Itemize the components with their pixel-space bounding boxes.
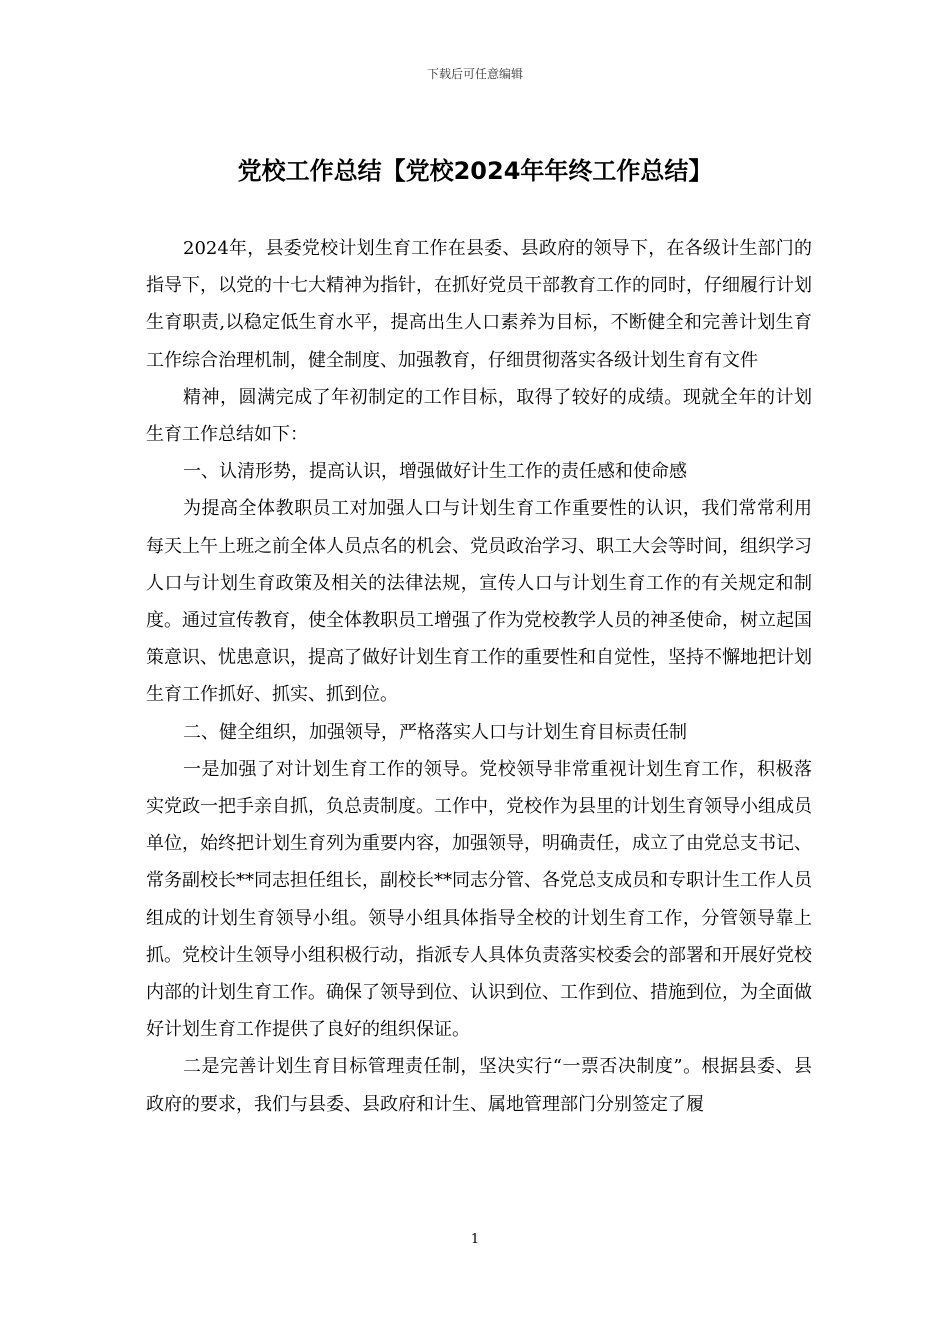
section-heading: 二、健全组织，加强领导，严格落实人口与计划生育目标责任制 (183, 721, 687, 743)
header-note: 下载后可任意编辑 (426, 67, 523, 81)
section-heading: 一、认清形势，提高认识，增强做好计生工作的责任感和使命感 (183, 461, 687, 483)
page-number: 1 (470, 1232, 480, 1247)
document-body (146, 230, 812, 1123)
paragraph: 一是加强了对计划生育工作的领导。党校领导非常重视计划生育工作，积极落实党政一把手亲自抓，负总责制度。工作中，党校作为县里的计划生育领导小组成员单位，始终把计划生育列为重要内容，加强领导，明确责任，成立了由党总支书记、常务副校长**同志担任组长，副校长**同志分管、各党总支成员和专职计生工作人员组成的计划生育领导小组。领导小组具体指导全校的计划生育工作，分管领导靠上抓。党校计生领导小组积极行动，指派专人具体负责落实校委会的部署和开展好党校内部的计划生育工作。确保了领导到位、认识到位、工作到位、措施到位，为全面做好计划生育工作提供了良好的组织保证。 (146, 758, 812, 1041)
paragraph: 精神，圆满完成了年初制定的工作目标，取得了较好的成绩。现就全年的计划生育工作总结如下： (146, 386, 812, 446)
document-title: 党校工作总结【党校2024年年终工作总结】 (237, 157, 713, 185)
paragraph: 为提高全体教职员工对加强人口与计划生育工作重要性的认识，我们常常利用每天上午上班之前全体人员点名的机会、党员政治学习、职工大会等时间，组织学习人口与计划生育政策及相关的法律法规，宣传人口与计划生育工作的有关规定和制度。通过宣传教育，使全体教职员工增强了作为党校教学人员的神圣使命，树立起国策意识、忧患意识，提高了做好计划生育工作的重要性和自觉性，坚持不懈地把计划生育工作抓好、抓实、抓到位。 (146, 498, 812, 706)
paragraph: 二是完善计划生育目标管理责任制，坚决实行“一票否决制度”。根据县委、县政府的要求，我们与县委、县政府和计生、属地管理部门分别签定了履 (146, 1056, 812, 1115)
paragraph: 2024年，县委党校计划生育工作在县委、县政府的领导下，在各级计生部门的指导下，以党的十七大精神为指针，在抓好党员干部教育工作的同时，仔细履行计划生育职责,以稳定低生育水平，提高出生人口素养为目标，不断健全和完善计划生育工作综合治理机制，健全制度、加强教育，仔细贯彻落实各级计划生育有文件 (146, 238, 812, 371)
